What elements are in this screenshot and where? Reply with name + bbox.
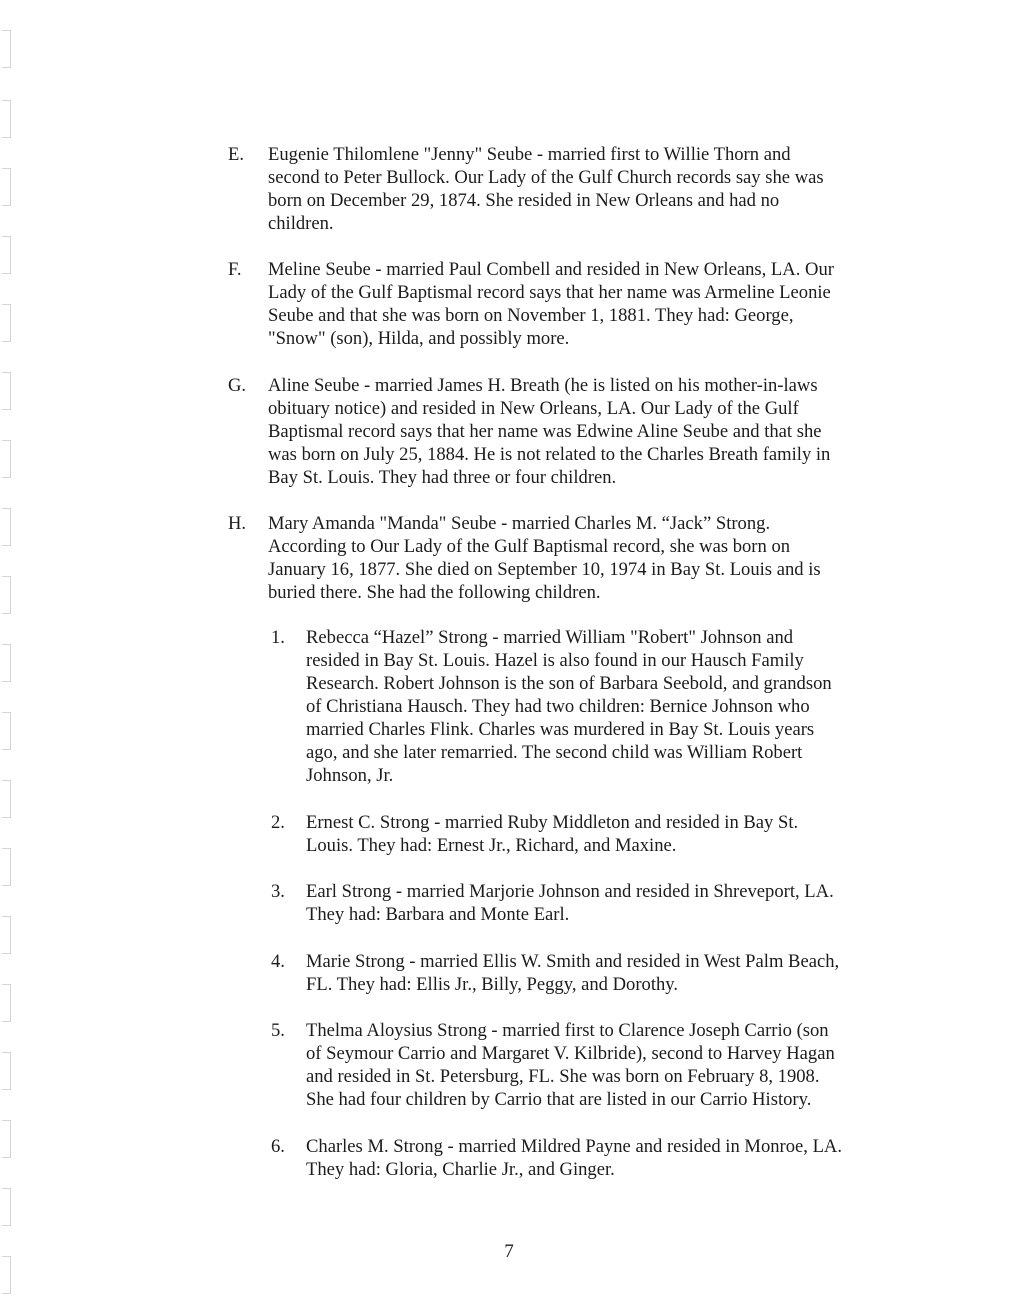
child-number: 5. (271, 1020, 285, 1041)
child-number: 3. (271, 881, 285, 902)
entry-label: F. (228, 259, 242, 280)
entry-text: Aline Seube - married James H. Breath (he is listed on his mother-in-laws obituary notice) and resided in New Orleans, LA. Our Lady of the Gulf Baptismal record says that her name was Edwine Aline Seube and that she was born on July 25, 1884. He is not related to the Charles Breath family in Bay St. Louis. They had three or four children. (268, 375, 831, 488)
child-number: 1. (271, 627, 285, 648)
child-number: 4. (271, 951, 285, 972)
child-text: Earl Strong - married Marjorie Johnson and resided in Shreveport, LA. They had: Barbara and Monte Earl. (306, 881, 834, 925)
entry-text: Eugenie Thilomlene "Jenny" Seube - married first to Willie Thorn and second to Peter Bullock. Our Lady of the Gulf Church records say she was born on December 29, 1874. She resided in New Orleans and had no children. (268, 144, 824, 234)
entry-label: G. (228, 375, 247, 396)
child-number: 6. (271, 1136, 285, 1157)
entry-label: H. (228, 513, 247, 534)
child-number: 2. (271, 812, 285, 833)
entry-label: E. (228, 144, 245, 165)
entry-text: Mary Amanda "Manda" Seube - married Charles M. “Jack” Strong. According to Our Lady of the Gulf Baptismal record, she was born on January 16, 1877. She died on September 10, 1974 in Bay St. Louis and is buried there. She had the following children. (268, 513, 821, 603)
child-text: Rebecca “Hazel” Strong - married William "Robert" Johnson and resided in Bay St. Louis. Hazel is also found in our Hausch Family Research. Robert Johnson is the son of Barbara Seebold, and grandson of Christiana Hausch. They had two children: Bernice Johnson who married Charles Flink. Charles was murdered in Bay St. Louis years ago, and she later remarried. The second child was William Robert Johnson, Jr. (306, 627, 832, 786)
child-text: Charles M. Strong - married Mildred Payne and resided in Monroe, LA. They had: Gloria, Charlie Jr., and Ginger. (306, 1136, 843, 1180)
entry-text: Meline Seube - married Paul Combell and resided in New Orleans, LA. Our Lady of the Gulf Baptismal record says that her name was Armeline Leonie Seube and that she was born on November 1, 1881. They had: George, "Snow" (son), Hilda, and possibly more. (268, 259, 834, 349)
child-text: Thelma Aloysius Strong - married first to Clarence Joseph Carrio (son of Seymour Carrio and Margaret V. Kilbride), second to Harvey Hagan and resided in St. Petersburg, FL. She was born on February 8, 1908. She had four children by Carrio that are listed in our Carrio History. (306, 1020, 835, 1110)
child-text: Marie Strong - married Ellis W. Smith and resided in West Palm Beach, FL. They had: Ellis Jr., Billy, Peggy, and Dorothy. (306, 951, 840, 995)
page-number: 7 (504, 1241, 514, 1262)
child-text: Ernest C. Strong - married Ruby Middleton and resided in Bay St. Louis. They had: Ernest Jr., Richard, and Maxine. (306, 812, 799, 856)
binder-hole-marks (0, 0, 14, 1315)
